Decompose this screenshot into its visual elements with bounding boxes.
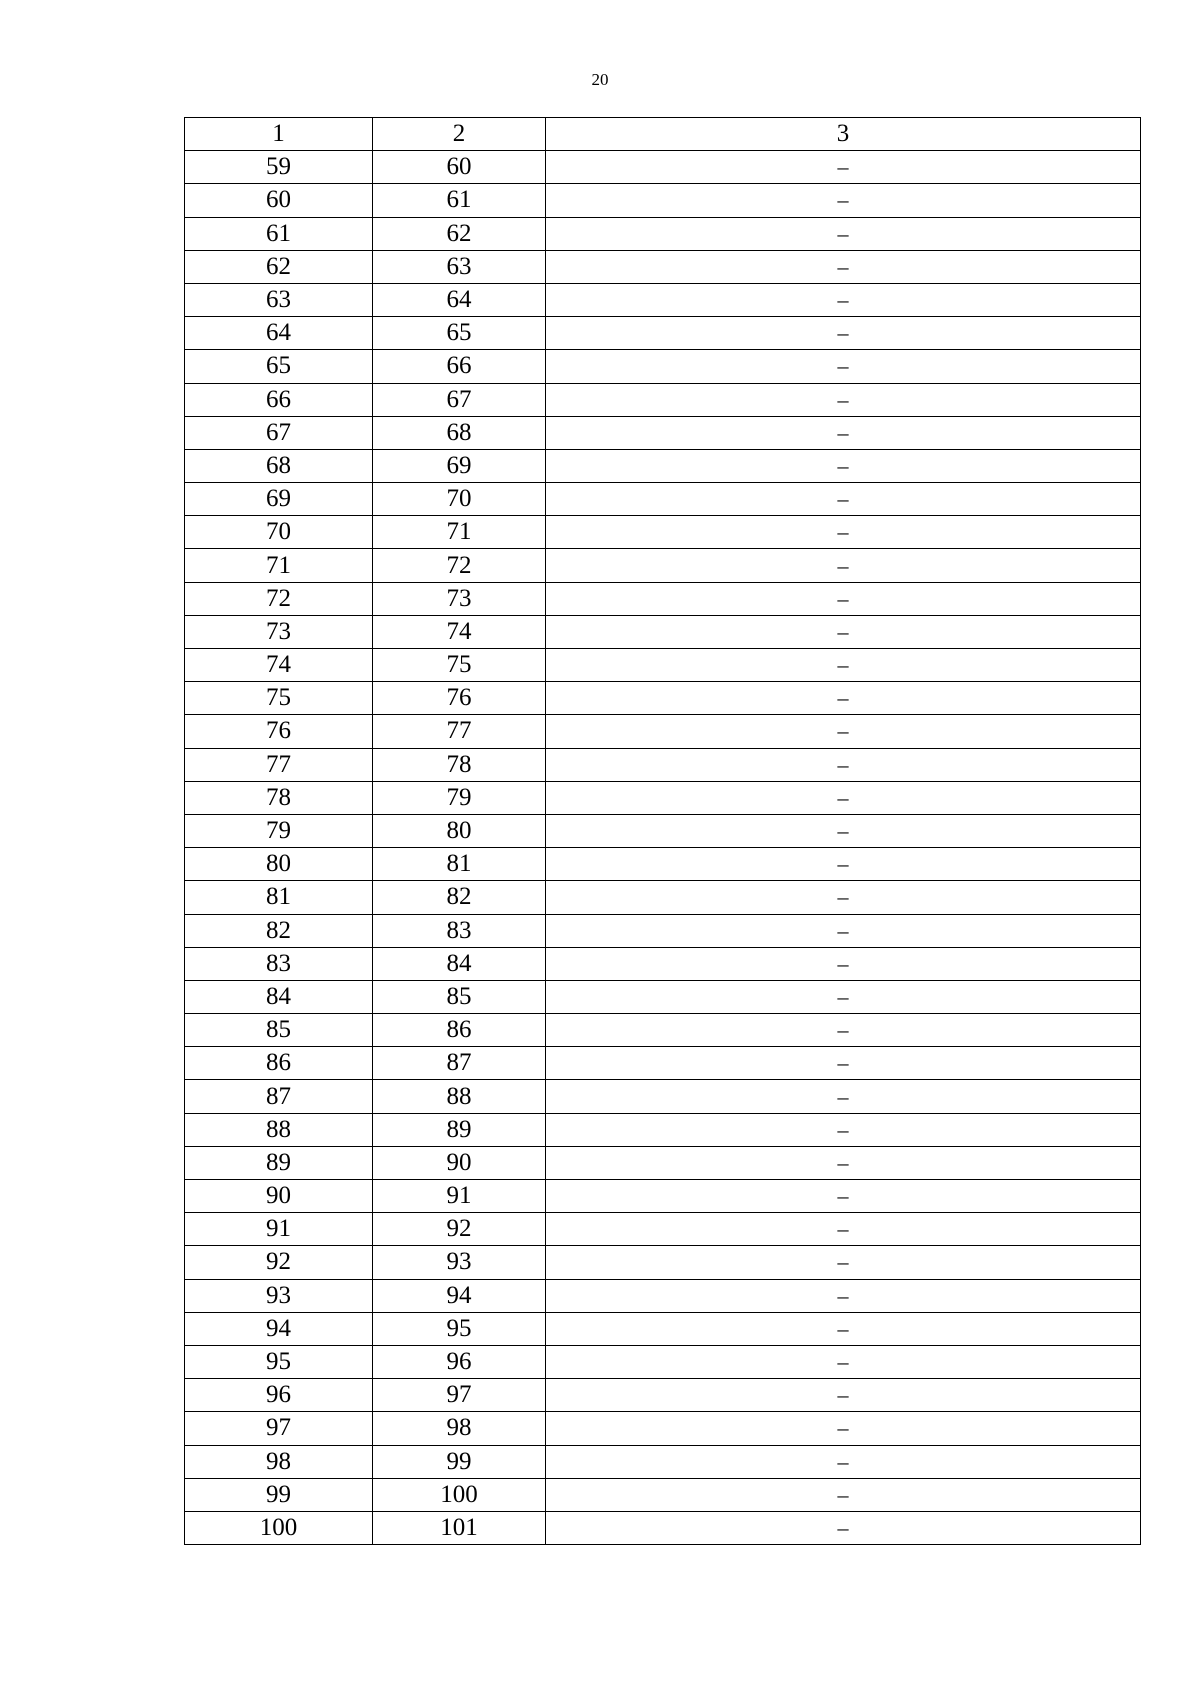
table-cell-col1: 88 — [185, 1113, 373, 1146]
table-cell-col1: 94 — [185, 1312, 373, 1345]
header-cell-3: 3 — [546, 118, 1141, 151]
table-cell-col3: – — [546, 549, 1141, 582]
table-cell-col2: 62 — [373, 217, 546, 250]
table-cell-col1: 86 — [185, 1047, 373, 1080]
table-cell-col3: – — [546, 416, 1141, 449]
table-cell-col3: – — [546, 1412, 1141, 1445]
table-cell-col2: 74 — [373, 615, 546, 648]
table-cell-col1: 87 — [185, 1080, 373, 1113]
table-cell-col3: – — [546, 350, 1141, 383]
table-cell-col2: 60 — [373, 151, 546, 184]
table-cell-col1: 95 — [185, 1345, 373, 1378]
table-cell-col3: – — [546, 1213, 1141, 1246]
table-body — [185, 151, 1141, 1545]
table-cell-col3: – — [546, 615, 1141, 648]
table-cell-col3: – — [546, 1180, 1141, 1213]
table-row — [185, 1445, 1141, 1478]
table-cell-col1: 66 — [185, 383, 373, 416]
table-cell-col1: 69 — [185, 483, 373, 516]
table-cell-col1: 92 — [185, 1246, 373, 1279]
table-cell-col1: 82 — [185, 914, 373, 947]
table-cell-col2: 69 — [373, 449, 546, 482]
table-cell-col1: 100 — [185, 1511, 373, 1544]
table-cell-col1: 96 — [185, 1379, 373, 1412]
table-cell-col3: – — [546, 1014, 1141, 1047]
table-cell-col3: – — [546, 748, 1141, 781]
table-cell-col1: 68 — [185, 449, 373, 482]
table-row — [185, 549, 1141, 582]
table-cell-col2: 71 — [373, 516, 546, 549]
table-cell-col2: 100 — [373, 1478, 546, 1511]
table-cell-col3: – — [546, 383, 1141, 416]
header-row — [185, 118, 1141, 151]
table-cell-col3: – — [546, 1445, 1141, 1478]
table-row — [185, 715, 1141, 748]
header-cell-2: 2 — [373, 118, 546, 151]
data-table-container — [184, 117, 1141, 1545]
table-cell-col1: 99 — [185, 1478, 373, 1511]
table-cell-col2: 94 — [373, 1279, 546, 1312]
table-cell-col2: 98 — [373, 1412, 546, 1445]
table-cell-col2: 99 — [373, 1445, 546, 1478]
table-row — [185, 1146, 1141, 1179]
table-cell-col2: 63 — [373, 250, 546, 283]
table-cell-col1: 89 — [185, 1146, 373, 1179]
table-row — [185, 317, 1141, 350]
table-row — [185, 1047, 1141, 1080]
table-cell-col2: 79 — [373, 781, 546, 814]
table-cell-col2: 75 — [373, 649, 546, 682]
table-header — [185, 118, 1141, 151]
table-cell-col1: 64 — [185, 317, 373, 350]
table-cell-col1: 67 — [185, 416, 373, 449]
table-cell-col1: 90 — [185, 1180, 373, 1213]
table-cell-col2: 82 — [373, 881, 546, 914]
table-cell-col1: 98 — [185, 1445, 373, 1478]
table-cell-col2: 76 — [373, 682, 546, 715]
table-cell-col2: 64 — [373, 283, 546, 316]
table-cell-col1: 62 — [185, 250, 373, 283]
table-cell-col1: 97 — [185, 1412, 373, 1445]
table-row — [185, 914, 1141, 947]
table-row — [185, 649, 1141, 682]
table-cell-col2: 90 — [373, 1146, 546, 1179]
table-cell-col2: 77 — [373, 715, 546, 748]
table-cell-col3: – — [546, 881, 1141, 914]
table-row — [185, 1180, 1141, 1213]
table-row — [185, 1213, 1141, 1246]
table-row — [185, 483, 1141, 516]
table-cell-col2: 73 — [373, 582, 546, 615]
table-row — [185, 250, 1141, 283]
table-cell-col3: – — [546, 582, 1141, 615]
table-cell-col3: – — [546, 217, 1141, 250]
table-cell-col2: 81 — [373, 848, 546, 881]
table-cell-col3: – — [546, 682, 1141, 715]
table-row — [185, 781, 1141, 814]
table-row — [185, 151, 1141, 184]
table-cell-col3: – — [546, 947, 1141, 980]
table-cell-col2: 68 — [373, 416, 546, 449]
table-cell-col3: – — [546, 1113, 1141, 1146]
table-cell-col2: 97 — [373, 1379, 546, 1412]
table-cell-col1: 60 — [185, 184, 373, 217]
table-cell-col3: – — [546, 483, 1141, 516]
table-cell-col3: – — [546, 1047, 1141, 1080]
table-cell-col3: – — [546, 1146, 1141, 1179]
table-cell-col1: 61 — [185, 217, 373, 250]
table-cell-col2: 101 — [373, 1511, 546, 1544]
table-row — [185, 1511, 1141, 1544]
table-row — [185, 682, 1141, 715]
table-cell-col3: – — [546, 980, 1141, 1013]
table-cell-col2: 87 — [373, 1047, 546, 1080]
table-row — [185, 582, 1141, 615]
table-cell-col3: – — [546, 914, 1141, 947]
table-row — [185, 1279, 1141, 1312]
table-row — [185, 1113, 1141, 1146]
table-cell-col3: – — [546, 250, 1141, 283]
table-cell-col3: – — [546, 516, 1141, 549]
table-row — [185, 217, 1141, 250]
table-cell-col3: – — [546, 317, 1141, 350]
table-row — [185, 1080, 1141, 1113]
table-row — [185, 1345, 1141, 1378]
table-row — [185, 1412, 1141, 1445]
table-cell-col3: – — [546, 1511, 1141, 1544]
table-cell-col2: 78 — [373, 748, 546, 781]
table-row — [185, 1246, 1141, 1279]
table-cell-col2: 88 — [373, 1080, 546, 1113]
table-row — [185, 1312, 1141, 1345]
table-row — [185, 615, 1141, 648]
table-row — [185, 881, 1141, 914]
table-cell-col2: 96 — [373, 1345, 546, 1378]
table-row — [185, 980, 1141, 1013]
table-cell-col1: 75 — [185, 682, 373, 715]
table-cell-col2: 83 — [373, 914, 546, 947]
table-cell-col2: 67 — [373, 383, 546, 416]
table-cell-col3: – — [546, 814, 1141, 847]
table-cell-col3: – — [546, 781, 1141, 814]
table-cell-col3: – — [546, 1246, 1141, 1279]
table-row — [185, 350, 1141, 383]
table-row — [185, 947, 1141, 980]
table-cell-col1: 91 — [185, 1213, 373, 1246]
table-cell-col3: – — [546, 1312, 1141, 1345]
table-cell-col1: 80 — [185, 848, 373, 881]
table-cell-col1: 93 — [185, 1279, 373, 1312]
table-row — [185, 184, 1141, 217]
table-cell-col2: 89 — [373, 1113, 546, 1146]
table-cell-col2: 80 — [373, 814, 546, 847]
table-cell-col2: 92 — [373, 1213, 546, 1246]
table-cell-col3: – — [546, 283, 1141, 316]
header-cell-1: 1 — [185, 118, 373, 151]
table-row — [185, 449, 1141, 482]
table-cell-col3: – — [546, 449, 1141, 482]
table-cell-col2: 61 — [373, 184, 546, 217]
table-cell-col1: 71 — [185, 549, 373, 582]
table-row — [185, 383, 1141, 416]
table-cell-col1: 65 — [185, 350, 373, 383]
table-row — [185, 1014, 1141, 1047]
table-row — [185, 848, 1141, 881]
table-cell-col2: 66 — [373, 350, 546, 383]
table-cell-col1: 83 — [185, 947, 373, 980]
table-row — [185, 516, 1141, 549]
table-row — [185, 416, 1141, 449]
table-cell-col3: – — [546, 1279, 1141, 1312]
table-cell-col2: 70 — [373, 483, 546, 516]
table-cell-col1: 81 — [185, 881, 373, 914]
table-cell-col2: 91 — [373, 1180, 546, 1213]
table-cell-col2: 85 — [373, 980, 546, 1013]
table-cell-col3: – — [546, 184, 1141, 217]
table-cell-col1: 79 — [185, 814, 373, 847]
table-row — [185, 283, 1141, 316]
table-cell-col2: 84 — [373, 947, 546, 980]
table-cell-col2: 65 — [373, 317, 546, 350]
table-cell-col1: 85 — [185, 1014, 373, 1047]
table-cell-col3: – — [546, 715, 1141, 748]
table-row — [185, 748, 1141, 781]
table-cell-col3: – — [546, 1080, 1141, 1113]
table-cell-col2: 93 — [373, 1246, 546, 1279]
table-cell-col3: – — [546, 649, 1141, 682]
table-cell-col1: 78 — [185, 781, 373, 814]
table-cell-col1: 73 — [185, 615, 373, 648]
table-cell-col1: 77 — [185, 748, 373, 781]
table-row — [185, 1478, 1141, 1511]
table-row — [185, 1379, 1141, 1412]
table-cell-col1: 72 — [185, 582, 373, 615]
table-cell-col1: 70 — [185, 516, 373, 549]
table-cell-col2: 86 — [373, 1014, 546, 1047]
table-cell-col1: 63 — [185, 283, 373, 316]
data-table — [184, 117, 1141, 1545]
table-cell-col1: 84 — [185, 980, 373, 1013]
table-row — [185, 814, 1141, 847]
table-cell-col3: – — [546, 1345, 1141, 1378]
table-cell-col3: – — [546, 1478, 1141, 1511]
table-cell-col2: 95 — [373, 1312, 546, 1345]
page-number: 20 — [591, 70, 609, 89]
table-cell-col1: 74 — [185, 649, 373, 682]
table-cell-col3: – — [546, 151, 1141, 184]
table-cell-col3: – — [546, 848, 1141, 881]
table-cell-col3: – — [546, 1379, 1141, 1412]
table-cell-col2: 72 — [373, 549, 546, 582]
table-cell-col1: 59 — [185, 151, 373, 184]
table-cell-col1: 76 — [185, 715, 373, 748]
